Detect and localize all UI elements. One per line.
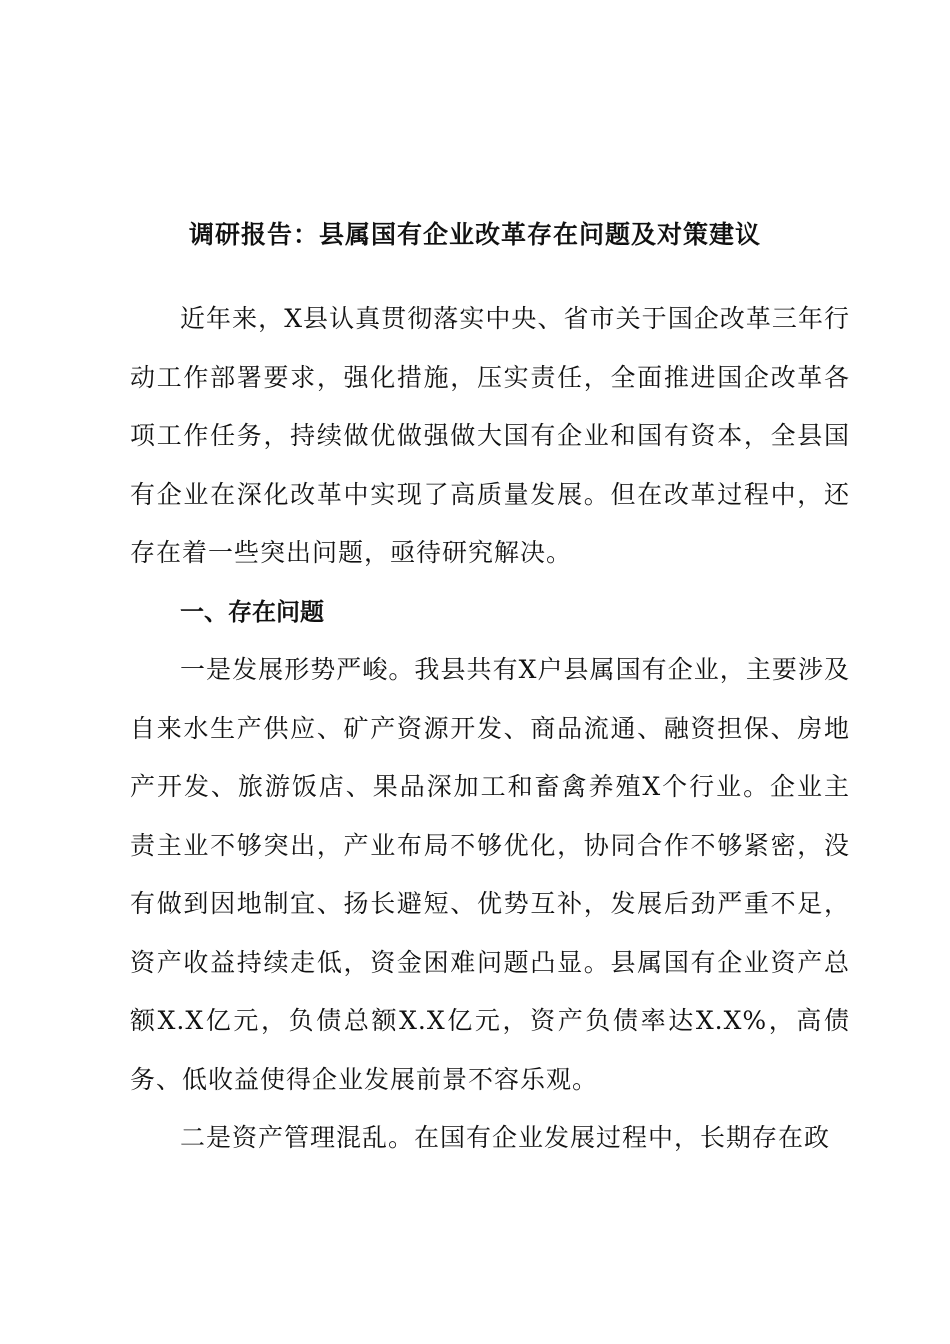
section-heading: 一、存在问题 xyxy=(180,597,324,626)
problem-1-paragraph: 一是发展形势严峻。我县共有X户县属国有企业，主要涉及自来水生产供应、矿产资源开发、商品流通、融资担保、房地产开发、旅游饭店、果品深加工和畜禽养殖X个行业。企业主责主业不够突出，产业布局不够优化，协同合作不够紧密，没有做到因地制宜、扬长避短、优势互补，发展后劲严重不足，资产收益持续走低，资金困难问题凸显。县属国有企业资产总额X.X亿元，负债总额X.X亿元，资产负债率达X.X%，高债务、低收益使得企业发展前景不容乐观。 xyxy=(130,655,850,1094)
intro-paragraph: 近年来，X县认真贯彻落实中央、省市关于国企改革三年行动工作部署要求，强化措施，压实责任，全面推进国企改革各项工作任务，持续做优做强做大国有企业和国有资本，全县国有企业在深化改革中实现了高质量发展。但在改革过程中，还存在着一些突出问题，亟待研究解决。 xyxy=(130,304,850,567)
document-body xyxy=(130,290,850,1168)
document-title: 调研报告：县属国有企业改革存在问题及对策建议 xyxy=(188,220,761,249)
problem-2-paragraph: 二是资产管理混乱。在国有企业发展过程中，长期存在政 xyxy=(180,1123,831,1152)
